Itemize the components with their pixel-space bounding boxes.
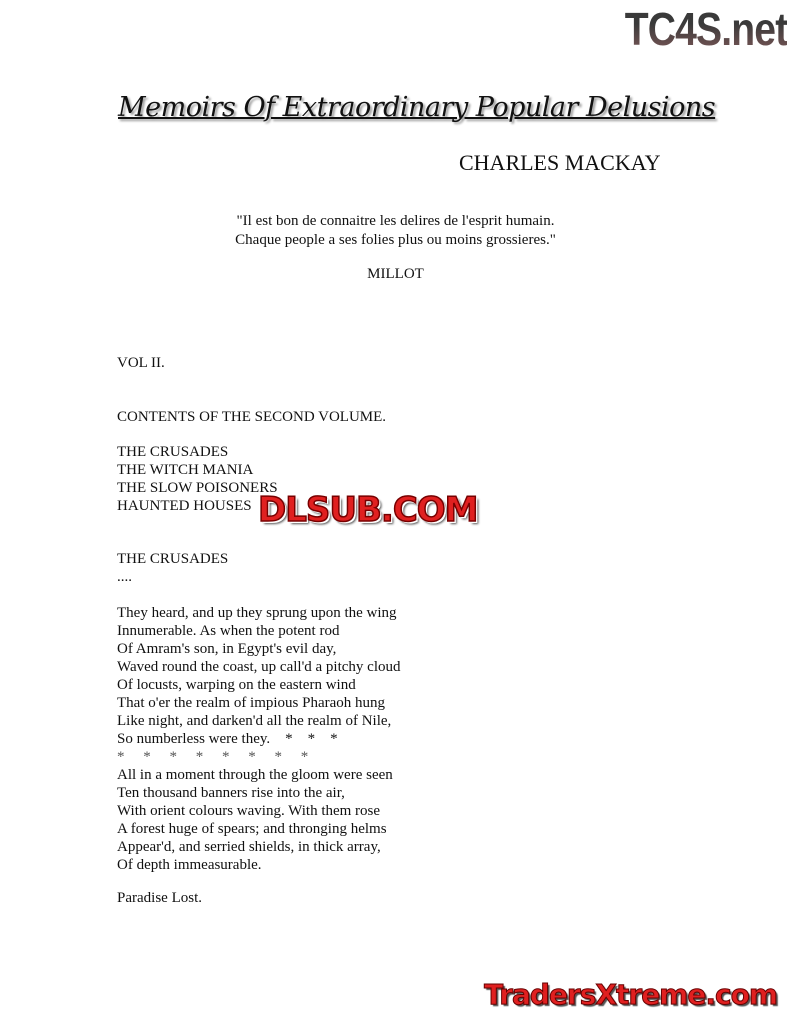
poem — [117, 604, 401, 874]
watermark-dlsub: DLSUB.COM — [258, 490, 478, 530]
contents-item: THE CRUSADES — [117, 444, 229, 460]
poem-line: That o'er the realm of impious Pharaoh hung — [117, 695, 386, 711]
watermark-tc4s: TC4S.net — [624, 3, 787, 55]
poem-line: Of Amram's son, in Egypt's evil day, — [117, 641, 337, 657]
poem-line: Ten thousand banners rise into the air, — [117, 785, 345, 801]
watermark-tradersxtreme: TradersXtreme.com — [484, 978, 777, 1011]
poem-line: Innumerable. As when the potent rod — [117, 623, 340, 639]
poem-line: Waved round the coast, up call'd a pitchy cloud — [117, 659, 401, 675]
poem-line: Of locusts, warping on the eastern wind — [117, 677, 356, 693]
poem-source: Paradise Lost. — [117, 890, 202, 906]
poem-line: Of depth immeasurable. — [117, 857, 262, 873]
contents-heading: CONTENTS OF THE SECOND VOLUME. — [117, 409, 387, 425]
poem-line: A forest huge of spears; and thronging helms — [117, 821, 387, 837]
poem-line: They heard, and up they sprung upon the wing — [117, 605, 397, 621]
volume-label: VOL II. — [117, 355, 165, 371]
epigraph-line: "Il est bon de connaitre les delires de l'esprit humain. — [236, 213, 555, 229]
epigraph-line: Chaque people a ses folies plus ou moins grossieres." — [235, 232, 556, 248]
contents-item: HAUNTED HOUSES — [117, 498, 252, 514]
contents-item: THE SLOW POISONERS — [117, 480, 278, 496]
poem-line: With orient colours waving. With them rose — [117, 803, 381, 819]
poem-line: * * * * * * * * — [117, 749, 309, 765]
poem-line: All in a moment through the gloom were seen — [117, 767, 393, 783]
contents-item: THE WITCH MANIA — [117, 462, 254, 478]
poem-line: So numberless were they. * * * — [117, 731, 338, 747]
epigraph-attribution: MILLOT — [367, 266, 424, 282]
chapter-heading: THE CRUSADES — [117, 551, 229, 567]
contents-list — [117, 443, 278, 515]
chapter-marker: .... — [117, 569, 132, 585]
poem-line: Like night, and darken'd all the realm of Nile, — [117, 713, 392, 729]
book-title: Memoirs Of Extraordinary Popular Delusions — [118, 92, 716, 123]
author: CHARLES MACKAY — [459, 150, 661, 175]
poem-line: Appear'd, and serried shields, in thick array, — [117, 839, 381, 855]
epigraph — [0, 212, 791, 250]
